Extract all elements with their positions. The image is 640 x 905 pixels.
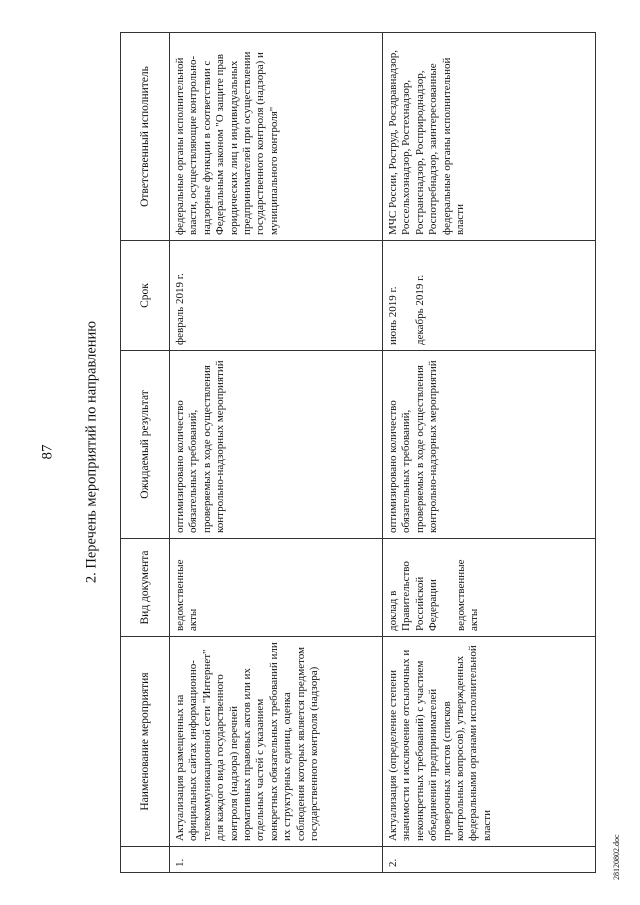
- measure-name: Актуализация размещенных на официальных сайтах информационно-телекоммуникационной сети "Интернет" для каждого вида государственного контроля (надзора) перечней нормативных правовых актов или их отдельных частей с указанием конкретных обязательных требований или их структурных единиц, оценка соблюдения которых является предметом государственного контроля (надзора): [170, 637, 383, 847]
- deadline-report: июнь 2019 г.: [387, 286, 399, 345]
- header-number: [121, 847, 170, 873]
- header-deadline: Срок: [121, 241, 170, 351]
- measures-table: [120, 32, 596, 873]
- document-type-acts: ведомственные акты: [454, 559, 481, 631]
- table-row: [383, 33, 596, 873]
- responsible-executor: МЧС России, Роструд, Росздравнадзор, Россельхознадзор, Ростехнадзор, Ространснадзор, Росприроднадзор, Роспотребнадзор, заинтересованные федеральные органы исполнительной власти: [383, 33, 596, 241]
- table-header-row: [121, 33, 170, 873]
- row-number: 2.: [383, 847, 596, 873]
- section-title: 2. Перечень мероприятий по направлению: [83, 320, 100, 584]
- expected-result: оптимизировано количество обязательных требований, проверяемых в ходе осуществления контрольно-надзорных мероприятий: [383, 351, 596, 539]
- document-type: [383, 539, 596, 637]
- header-expected-result: Ожидаемый результат: [121, 351, 170, 539]
- deadline: [383, 241, 596, 351]
- measures-table-container: [120, 33, 600, 873]
- row-number: 1.: [170, 847, 383, 873]
- deadline: февраль 2019 г.: [170, 241, 383, 351]
- document-type-report: доклад в Правительство Российской Федерации: [387, 561, 440, 631]
- header-measure-name: Наименование мероприятия: [121, 637, 170, 847]
- header-responsible-executor: Ответственный исполнитель: [121, 33, 170, 241]
- table-row: [170, 33, 383, 873]
- header-document-type: Вид документа: [121, 539, 170, 637]
- deadline-acts: декабрь 2019 г.: [414, 274, 427, 345]
- page-number: 87: [39, 444, 56, 460]
- document-type: ведомственные акты: [170, 539, 383, 637]
- expected-result: оптимизировано количество обязательных требований, проверяемых в ходе осуществления контрольно-надзорных мероприятий: [170, 351, 383, 539]
- responsible-executor: федеральные органы исполнительной власти, осуществляющие контрольно-надзорные функции в соответствии с Федеральным законом "О защите прав юридических лиц и индивидуальных предпринимателей при осуществлении государственного контроля (надзора) и муниципального контроля": [170, 33, 383, 241]
- footer-filename: 28120802.doc: [612, 834, 621, 880]
- measure-name: Актуализация (определение степени значимости и исключение отсылочных и неконкретных требований) с участием объединений предпринимателей проверочных листов (списков контрольных вопросов), утвержденных федеральными органами исполнительной власти: [383, 637, 596, 847]
